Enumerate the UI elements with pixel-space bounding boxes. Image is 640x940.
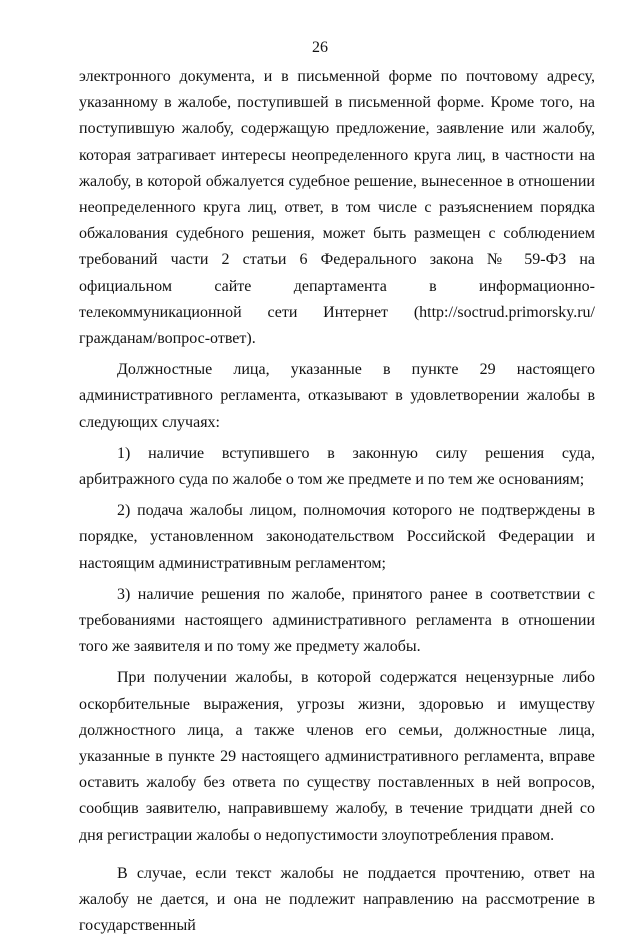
document-body [79,64,595,940]
paragraph-abusive-complaint: При получении жалобы, в которой содержатся нецензурные либо оскорбительные выражения, угрозы жизни, здоровью и имуществу должностного лица, а также членов его семьи, должностные лица, указанные в пункте 29 настоящего административного регламента, вправе оставить жалобу без ответа по существу поставленных в ней вопросов, сообщив заявителю, направившему жалобу, в течение тридцати дней со дня регистрации жалобы о недопустимости злоупотребления правом. [79,669,595,844]
paragraph-response-publication: электронного документа, и в письменной форме по почтовому адресу, указанному в жалобе, поступившей в письменной форме. Кроме того, на поступившую жалобу, содержащую предложение, заявление или жалобу, которая затрагивает интересы неопределенного круга лиц, в частности на жалобу, в которой обжалуется судебное решение, вынесенное в отношении неопределенного круга лиц, ответ, в том числе с разъяснением порядка обжалования судебного решения, может быть размещен с соблюдением требований части 2 статьи 6 Федерального закона № 59-ФЗ на официальном сайте департамента в информационно-телекоммуникационной сети Интернет (http://soctrud.primorsky.ru/гражданам/вопрос-ответ). [79,68,595,348]
list-item-unconfirmed-authority: 2) подача жалобы лицом, полномочия которого не подтверждены в порядке, установленном законодательством Российской Федерации и настоящим административным регламентом; [79,502,595,572]
paragraph-unreadable-complaint: В случае, если текст жалобы не поддается прочтению, ответ на жалобу не дается, и она не подлежит направлению на рассмотрение в государственный [79,864,595,935]
page-number: 26 [312,39,328,56]
list-item-prior-decision: 3) наличие решения по жалобе, принятого ранее в соответствии с требованиями настоящего административного регламента в отношении того же заявителя и по тому же предмету жалобы. [79,585,595,656]
paragraph-refusal-grounds: Должностные лица, указанные в пункте 29 настоящего административного регламента, отказывают в удовлетворении жалобы в следующих случаях: [79,361,595,431]
list-item-court-decision: 1) наличие вступившего в законную силу решения суда, арбитражного суда по жалобе о том же предмете и по тем же основаниям; [79,444,595,489]
